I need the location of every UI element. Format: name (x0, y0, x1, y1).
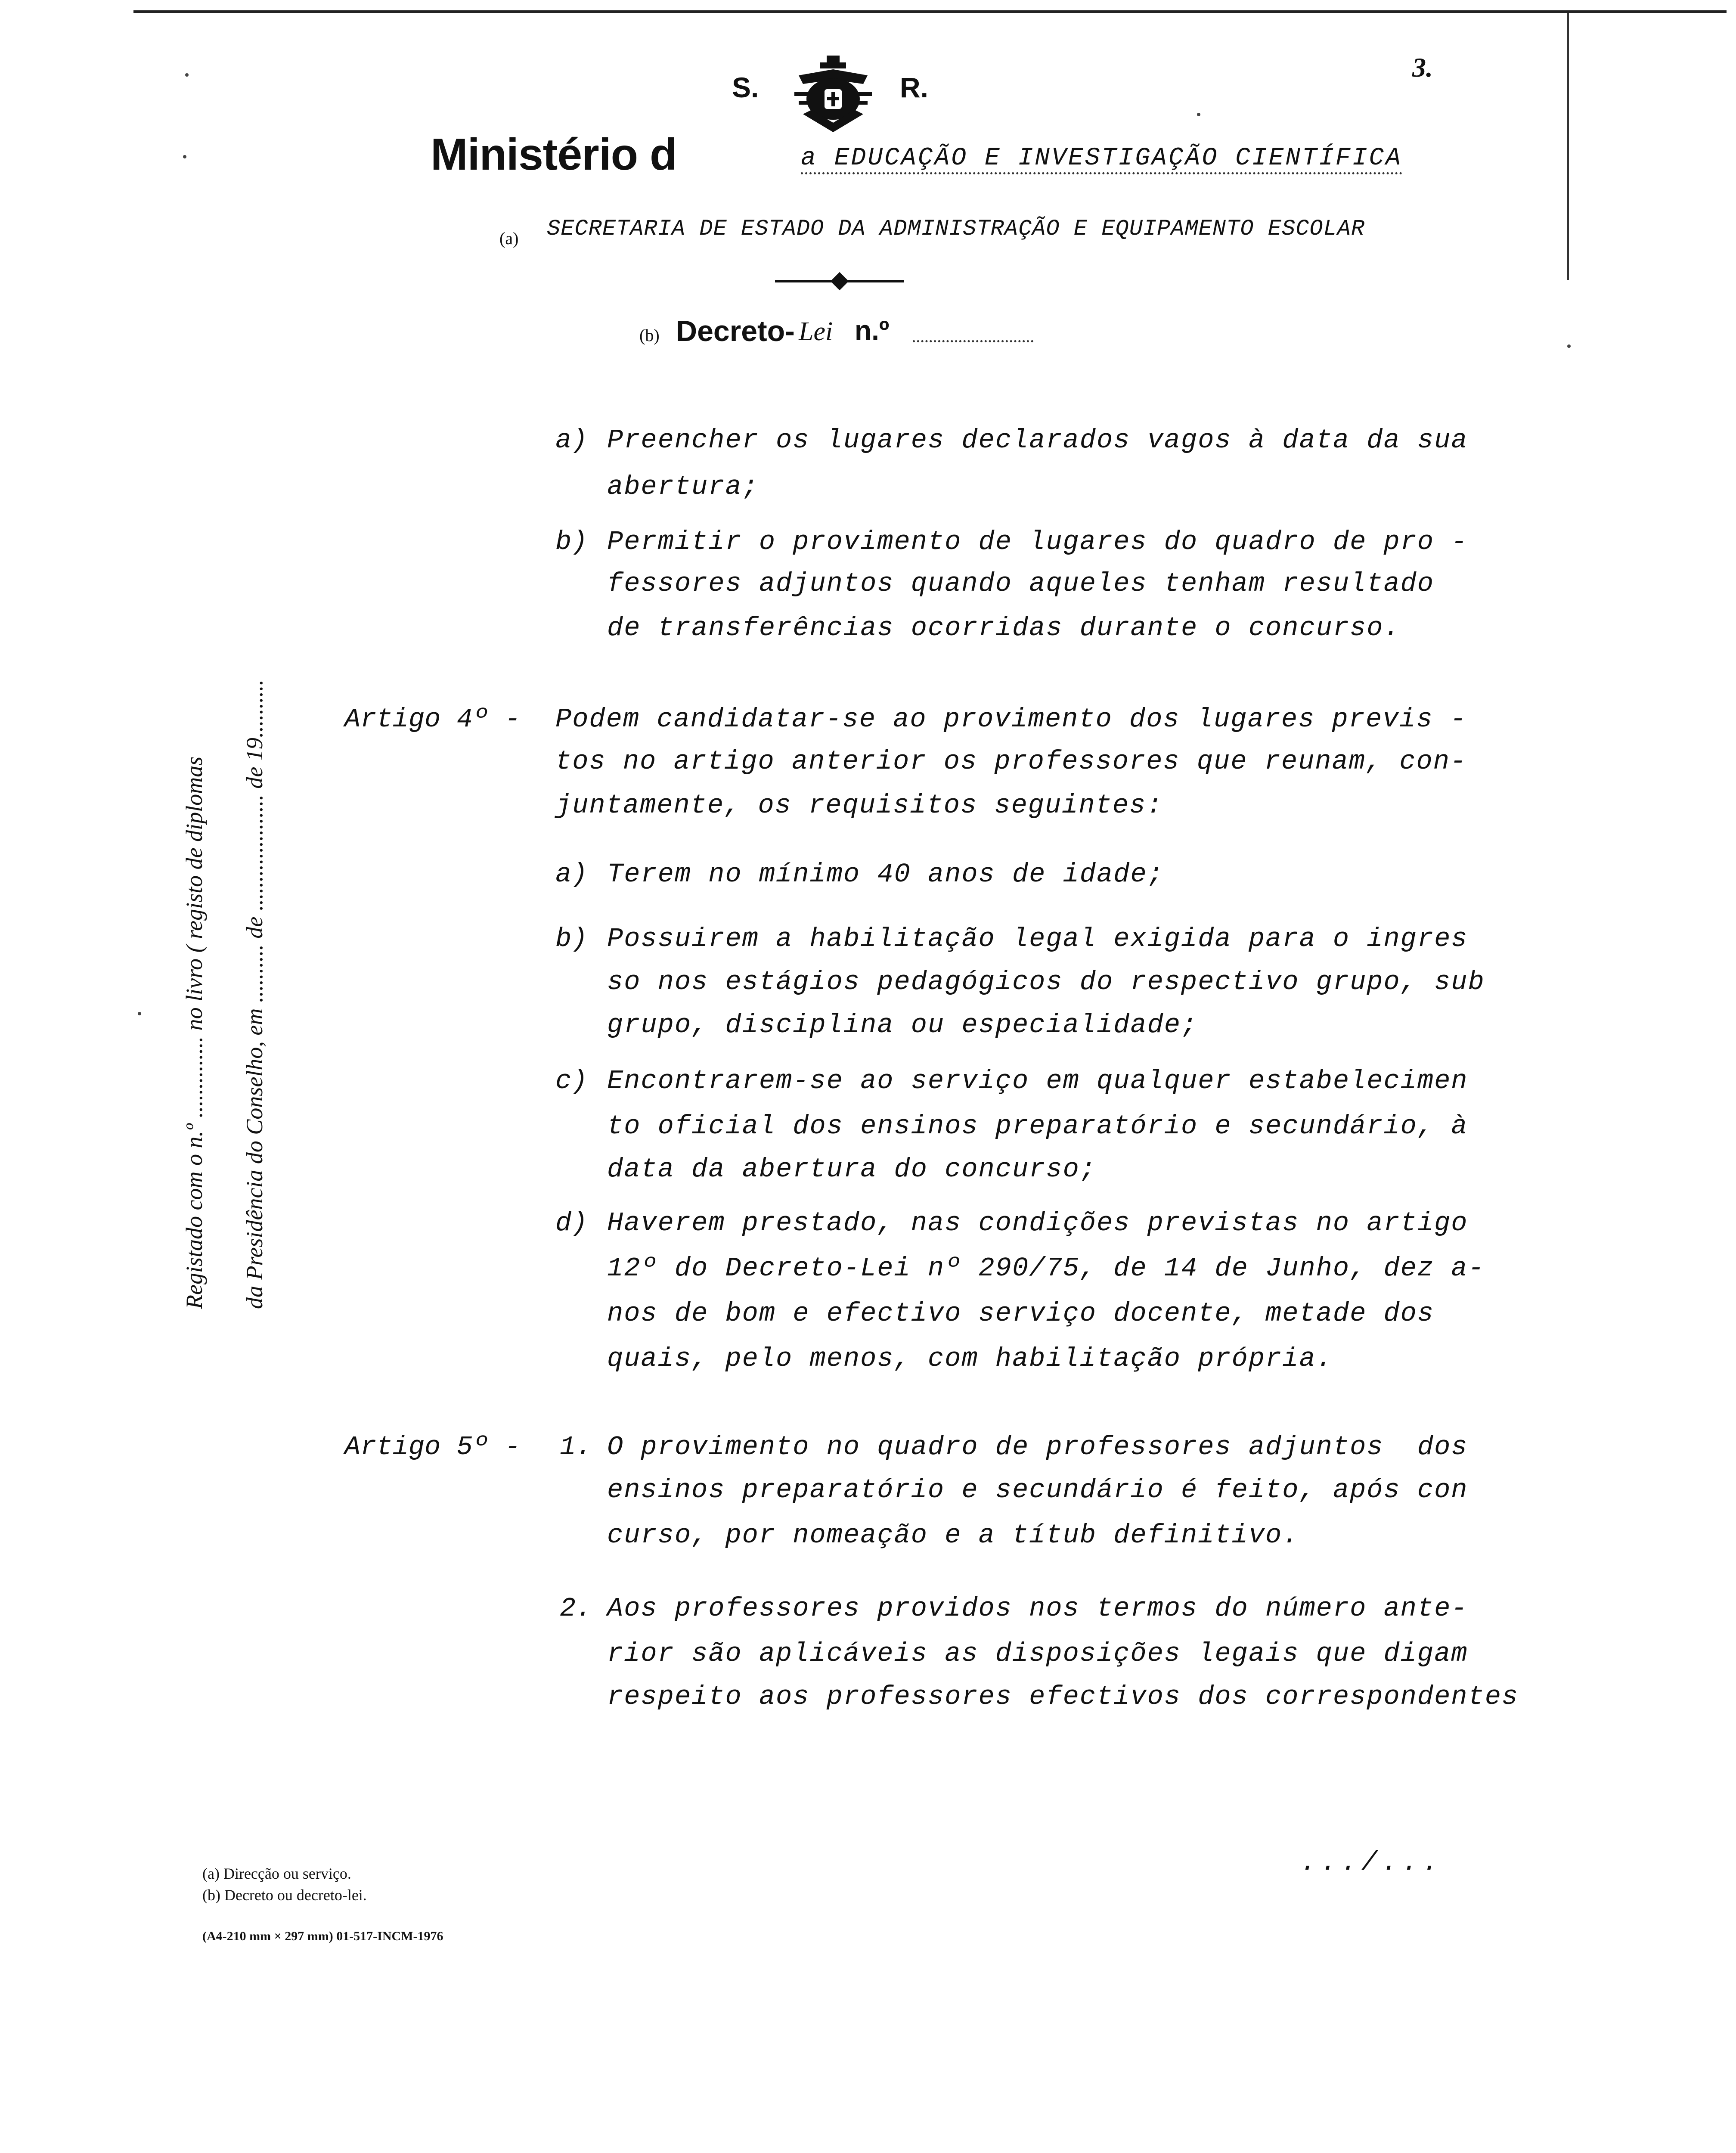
page-number: 3. (1412, 52, 1433, 83)
form-code: (A4-210 mm × 297 mm) 01-517-INCM-1976 (202, 1929, 443, 1943)
art4-item-a-marker: a) (555, 859, 588, 890)
divider-diamond (831, 272, 849, 290)
side-registration-note (168, 0, 297, 1309)
right-margin-line (1567, 13, 1569, 280)
item-b-line: de transferências ocorridas durante o concurso. (607, 613, 1401, 643)
speck (1567, 344, 1571, 348)
sr-right: R. (900, 71, 928, 103)
article-5-label: Artigo 5º - (344, 1432, 521, 1462)
footnote-a: (a) Direcção ou serviço. (202, 1865, 351, 1882)
art4-item-c-line: Encontrarem-se ao serviço em qualquer estabelecimen (607, 1066, 1468, 1096)
art5-para-1-line: ensinos preparatório e secundário é feito, após con (607, 1475, 1468, 1505)
item-b-line: fessores adjuntos quando aqueles tenham resultado (607, 568, 1435, 599)
art5-para-2-marker: 2. (560, 1593, 592, 1624)
article-4-line: juntamente, os requisitos seguintes: (555, 790, 1163, 821)
art5-para-2-line: rior são aplicáveis as disposições legais que digam (607, 1638, 1468, 1669)
art4-item-c-marker: c) (555, 1066, 588, 1096)
art4-item-d-line: 12º do Decreto-Lei nº 290/75, de 14 de Junho, dez a- (607, 1253, 1485, 1284)
coat-of-arms-icon (790, 54, 876, 136)
ministry-label: Ministério d (431, 130, 677, 180)
item-b-line: Permitir o provimento de lugares do quadro de pro - (607, 527, 1468, 557)
continuation-mark: .../... (1300, 1847, 1443, 1878)
art4-item-b-line: so nos estágios pedagógicos do respectivo grupo, sub (607, 967, 1485, 997)
top-border-line (133, 10, 1727, 13)
art4-item-c-line: data da abertura do concurso; (607, 1154, 1097, 1185)
item-a-line: Preencher os lugares declarados vagos à data da sua (607, 425, 1468, 456)
art4-item-b-line: grupo, disciplina ou especialidade; (607, 1010, 1198, 1040)
article-4-label: Artigo 4º - (344, 704, 521, 735)
sr-left: S. (732, 71, 759, 103)
decreto-number-blank (913, 340, 1033, 342)
decreto-label: Decreto- (676, 315, 795, 347)
speck (138, 1012, 141, 1015)
art5-para-2-line: Aos professores providos nos termos do número ante- (607, 1593, 1468, 1624)
art4-item-d-marker: d) (555, 1208, 588, 1238)
item-b-marker: b) (555, 527, 588, 557)
art5-para-1-line: O provimento no quadro de professores adjuntos dos (607, 1432, 1468, 1462)
note-a-marker: (a) (499, 229, 519, 248)
decreto-number-label: n.º (855, 315, 890, 346)
art4-item-d-line: quais, pelo menos, com habilitação própria. (607, 1343, 1333, 1374)
art5-para-1-marker: 1. (560, 1432, 592, 1462)
speck (1197, 113, 1200, 116)
decreto-handwritten: Lei (799, 317, 833, 346)
ministry-name: a EDUCAÇÃO E INVESTIGAÇÃO CIENTÍFICA (801, 144, 1402, 174)
art4-item-a-line: Terem no mínimo 40 anos de idade; (607, 859, 1164, 890)
art5-para-1-line: curso, por nomeação e a títub definitivo. (607, 1520, 1299, 1551)
secretaria-name: SECRETARIA DE ESTADO DA ADMINISTRAÇÃO E EQUIPAMENTO ESCOLAR (547, 216, 1365, 242)
item-a-line: abertura; (607, 472, 759, 502)
footnote-b: (b) Decreto ou decreto-lei. (202, 1886, 367, 1904)
art4-item-b-line: Possuirem a habilitação legal exigida para o ingres (607, 924, 1468, 954)
art4-item-c-line: to oficial dos ensinos preparatório e secundário, à (607, 1111, 1468, 1142)
registration-line-2: da Presidência do Conselho, em .......... de .................... de 19.......... (242, 679, 267, 1309)
note-b-marker: (b) (639, 326, 660, 345)
republic-header (732, 54, 956, 136)
item-a-marker: a) (555, 425, 588, 456)
art4-item-d-line: nos de bom e efectivo serviço docente, metade dos (607, 1298, 1435, 1329)
article-4-line: Podem candidatar-se ao provimento dos lugares previs - (555, 704, 1467, 735)
article-4-line: tos no artigo anterior os professores que reunam, con- (555, 746, 1467, 777)
art4-item-b-marker: b) (555, 924, 588, 954)
art5-para-2-line: respeito aos professores efectivos dos correspondentes (607, 1681, 1519, 1712)
art4-item-d-line: Haverem prestado, nas condições previstas no artigo (607, 1208, 1468, 1238)
registration-line-1: Registado com o n.º .............. no livro ( registo de diplomas (181, 756, 207, 1309)
